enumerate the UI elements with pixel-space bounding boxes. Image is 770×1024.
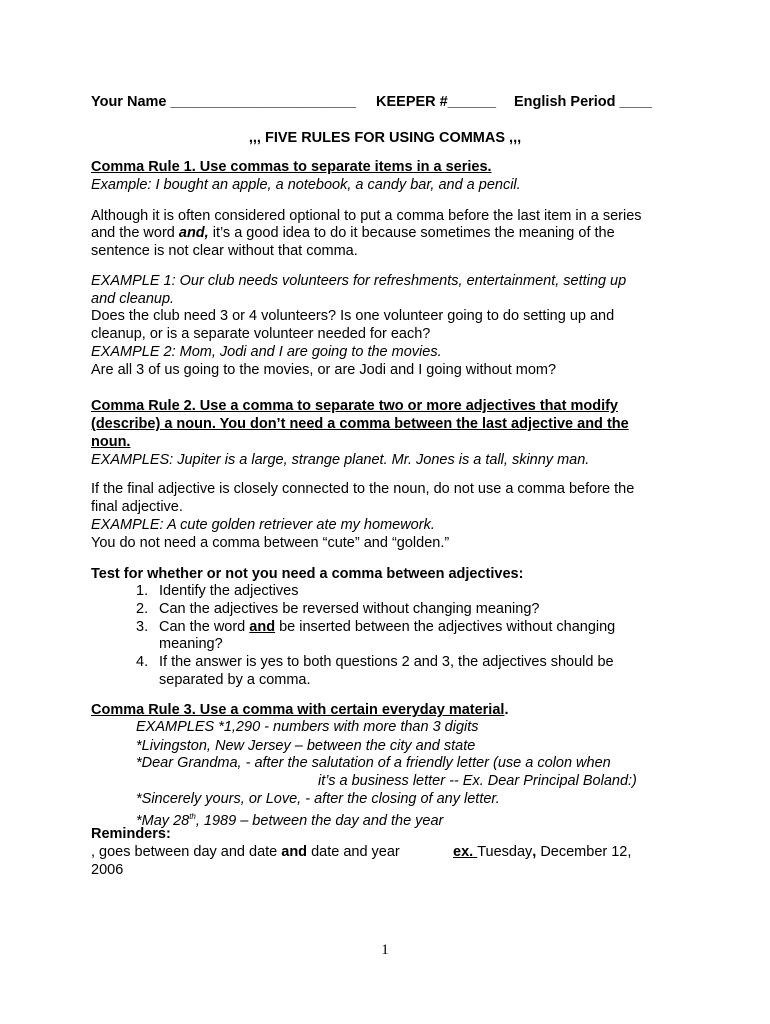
rule1-question1: cleanup, or is a separate volunteer needed for each? [91, 326, 431, 342]
reminders-example: ex. Tuesday, December 12, [453, 844, 632, 860]
rule2-heading: Comma Rule 2. Use a comma to separate two or more adjectives that modify [91, 398, 618, 414]
rule1-question2: Are all 3 of us going to the movies, or are Jodi and I going without mom? [91, 362, 557, 378]
rule2-example: EXAMPLE: A cute golden retriever ate my homework. [91, 517, 435, 533]
list-item: Identify the adjectives [159, 583, 299, 599]
page-number: 1 [381, 942, 389, 958]
name-field-label: Your Name _______________________ [91, 94, 356, 110]
rule2-note: You do not need a comma between “cute” and “golden.” [91, 535, 450, 551]
rule2-paragraph-line: If the final adjective is closely connected to the noun, do not use a comma before the [91, 481, 635, 497]
rule2-examples: EXAMPLES: Jupiter is a large, strange planet. Mr. Jones is a tall, skinny man. [91, 452, 590, 468]
keeper-field-label: KEEPER #______ [376, 94, 497, 110]
rule3-example-letter: *Dear Grandma, - after the salutation of a friendly letter (use a colon when [136, 755, 611, 771]
list-item: separated by a comma. [159, 672, 311, 688]
rule1-paragraph-line: Although it is often considered optional to put a comma before the last item in a series [91, 208, 642, 224]
rule3-heading: Comma Rule 3. Use a comma with certain everyday material. [91, 702, 509, 718]
period-field-label: English Period ____ [514, 94, 652, 110]
rule3-example-closing: *Sincerely yours, or Love, - after the closing of any letter. [136, 791, 500, 807]
reminders-line: , goes between day and date and date and year [91, 844, 400, 860]
list-item: If the answer is yes to both questions 2 and 3, the adjectives should be [159, 654, 614, 670]
rule2-heading: noun. [91, 434, 131, 450]
list-item: Can the word and be inserted between the adjectives without changing [159, 619, 616, 635]
rule1-paragraph-line: sentence is not clear without that comma. [91, 243, 358, 259]
reminders-heading: Reminders: [91, 826, 171, 842]
rule3-example-place: *Livingston, New Jersey – between the city and state [136, 738, 476, 754]
rule1-paragraph-line: and the word and, it’s a good idea to do it because sometimes the meaning of the [91, 225, 615, 241]
list-item-number: 1. [136, 583, 149, 599]
rule1-heading: Comma Rule 1. Use commas to separate items in a series. [91, 159, 492, 175]
rule3-example-numbers: EXAMPLES *1,290 - numbers with more than 3 digits [136, 719, 479, 735]
list-item-number: 2. [136, 601, 149, 617]
and-emphasis: and [249, 619, 276, 635]
reminders-line: 2006 [91, 862, 124, 878]
rule1-example1: EXAMPLE 1: Our club needs volunteers for refreshments, entertainment, setting up [91, 273, 627, 289]
list-item-number: 4. [136, 654, 149, 670]
document-title: ,,, FIVE RULES FOR USING COMMAS ,,, [248, 130, 522, 146]
rule2-paragraph-line: final adjective. [91, 499, 183, 515]
rule2-heading: (describe) a noun. You don’t need a comma between the last adjective and the [91, 416, 629, 432]
rule1-example2: EXAMPLE 2: Mom, Jodi and I are going to the movies. [91, 344, 442, 360]
list-item: meaning? [159, 636, 223, 652]
rule3-example-letter: it’s a business letter -- Ex. Dear Principal Boland:) [318, 773, 637, 789]
rule3-example-date: *May 28th, 1989 – between the day and the year [136, 812, 444, 829]
rule1-example1: and cleanup. [91, 291, 175, 307]
rule1-example: Example: I bought an apple, a notebook, a candy bar, and a pencil. [91, 177, 521, 193]
list-item: Can the adjectives be reversed without changing meaning? [159, 601, 540, 617]
rule1-question1: Does the club need 3 or 4 volunteers? Is one volunteer going to do setting up and [91, 308, 615, 324]
adjective-test-heading: Test for whether or not you need a comma between adjectives: [91, 566, 524, 582]
and-emphasis: and, [178, 225, 209, 241]
list-item-number: 3. [136, 619, 149, 635]
